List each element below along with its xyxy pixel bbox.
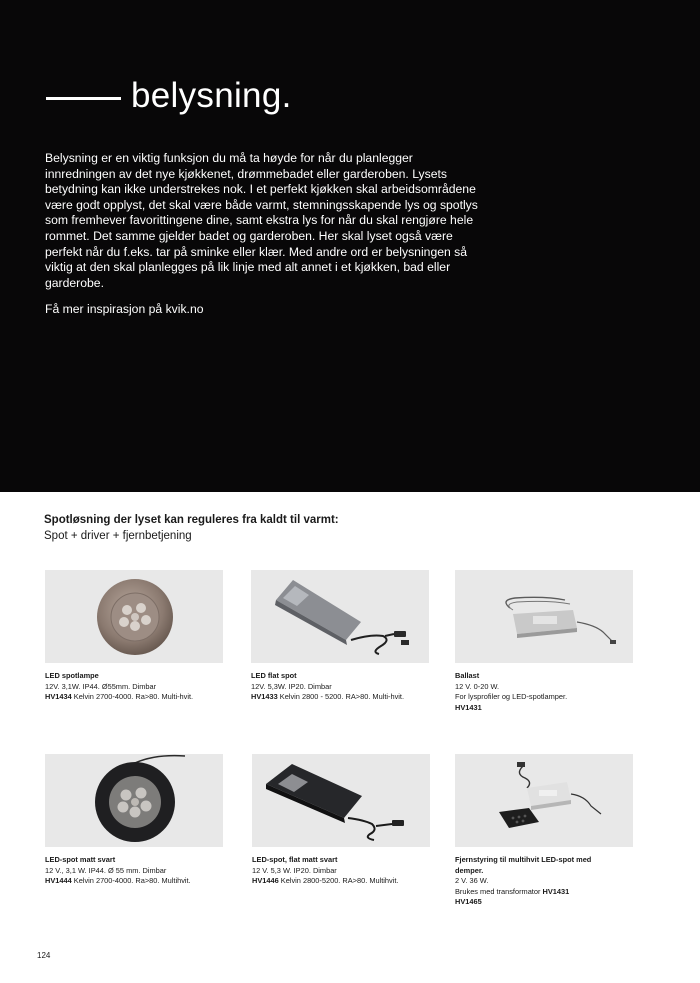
intro-line: viktig at den skal planlegges på lik linje med alt annet i et kjøkken, bad eller [45, 260, 451, 275]
product-detail-line [45, 876, 223, 887]
section-heading [44, 513, 339, 545]
page-title: belysning. [131, 76, 292, 115]
intro-line: garderobe. [45, 275, 104, 290]
product-caption [455, 855, 633, 908]
section-subtitle: Spot + driver + fjernbetjening [44, 530, 192, 542]
intro-line: Belysning er en viktig funksjon du må ta høyde for når du planlegger [45, 151, 413, 165]
product-spec: 12 V., 3,1 W. IP44. Ø 55 mm. Dimbar [45, 865, 167, 875]
product-image [45, 570, 223, 663]
product-card-fjernstyring [455, 754, 633, 908]
product-card-ballast [455, 570, 633, 713]
product-code: HV1434 [45, 692, 72, 702]
product-name: LED-spot, flat matt svart [252, 855, 338, 864]
product-detail: Kelvin 2700-4000. Ra>80. Multi-hvit. [71, 692, 194, 702]
product-image [45, 754, 223, 847]
product-image [251, 570, 429, 663]
product-detail-line [252, 876, 430, 887]
flat-led-spot-icon [251, 570, 429, 663]
product-detail-line [455, 897, 633, 908]
product-caption [251, 671, 429, 703]
intro-line: perfekt når du f.eks. tar på sminke eller klær. Med andre ord er belysningen så [45, 244, 468, 259]
product-extra [455, 887, 633, 898]
inspiration-link[interactable]: Få mer inspirasjon på kvik.no [45, 302, 204, 316]
product-code: HV1444 [45, 876, 72, 886]
product-caption [45, 855, 223, 887]
product-card-led-spot-flat-matt-svart [252, 754, 430, 887]
product-spec: 2 V. 36 W. [455, 876, 489, 886]
round-led-spotlight-icon [45, 570, 223, 663]
product-spec: 12 V. 5,3 W. IP20. Dimbar [252, 865, 337, 875]
page-number: 124 [37, 951, 51, 960]
intro-line: innredningen av det nye kjøkkenet, drømmebadet eller garderoben. Lysets [45, 166, 447, 181]
ballast-driver-icon [455, 570, 633, 663]
product-name: LED-spot matt svart [45, 855, 116, 864]
intro-line: rommet. Det samme gjelder badet og garderoben. Her skal lyset også være [45, 228, 453, 243]
product-spec: 12V. 5,3W. IP20. Dimbar [251, 681, 332, 691]
product-extra-code: HV1431 [542, 886, 570, 896]
product-extra: For lysprofiler og LED-spotlamper. [455, 692, 568, 702]
product-caption [252, 855, 430, 887]
product-detail: Kelvin 2800 - 5200. RA>80. Multi-hvit. [277, 692, 405, 702]
intro-line: som fremhever favorittingene dine, samt ekstra lys for når du skal rengjøre hele [45, 213, 474, 228]
product-image [455, 570, 633, 663]
product-spec: 12V. 3,1W. IP44. Ø55mm. Dimbar [45, 681, 157, 691]
product-name: LED flat spot [251, 671, 297, 680]
product-code: HV1433 [251, 692, 278, 702]
product-name-continued: demper. [455, 865, 484, 875]
product-code: HV1465 [455, 897, 482, 907]
black-round-led-spot-icon [45, 754, 223, 847]
product-detail-line [45, 692, 223, 703]
intro-line: være godt opplyst, det skal være både varmt, stemningsskapende lys og spotlys [45, 197, 478, 212]
remote-control-dimmer-icon [455, 754, 633, 847]
product-name: LED spotlampe [45, 671, 99, 680]
product-extra-text: Brukes med transformator [455, 886, 543, 896]
product-card-led-spotlampe [45, 570, 223, 703]
product-caption [455, 671, 633, 713]
product-card-led-spot-matt-svart [45, 754, 223, 887]
product-image [252, 754, 430, 847]
black-flat-led-spot-icon [252, 754, 430, 847]
hero-title-row [46, 74, 292, 118]
product-detail-line [455, 703, 633, 714]
product-name: Ballast [455, 671, 480, 680]
product-image [455, 754, 633, 847]
product-spec: 12 V. 0-20 W. [455, 681, 500, 691]
product-detail: Kelvin 2800-5200. RA>80. Multihvit. [278, 876, 399, 886]
product-code: HV1431 [455, 702, 482, 712]
intro-paragraph [45, 151, 520, 291]
product-detail: Kelvin 2700-4000. Ra>80. Multihvit. [71, 876, 191, 886]
section-title: Spotløsning der lyset kan reguleres fra kaldt til varmt: [44, 514, 339, 526]
title-rule [46, 97, 121, 100]
product-caption [45, 671, 223, 703]
intro-line: betydning kan ikke understrekes nok. I et perfekt kjøkken skal arbeidsområdene [45, 182, 476, 197]
product-code: HV1446 [252, 876, 279, 886]
product-card-led-flat-spot [251, 570, 429, 703]
product-detail-line [251, 692, 429, 703]
product-name: Fjernstyring til multihvit LED-spot med [455, 855, 592, 864]
